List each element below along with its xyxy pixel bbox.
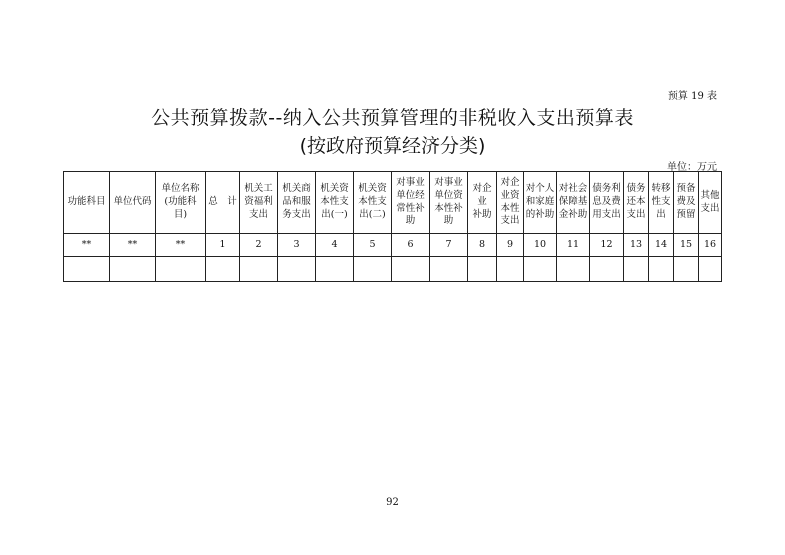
page-subtitle: (按政府预算经济分类) — [299, 135, 486, 157]
table-cell — [156, 257, 206, 282]
table-cell: 9 — [497, 234, 524, 257]
page-number: 92 — [386, 497, 399, 508]
column-header: 其他 支出 — [699, 172, 722, 234]
column-header: 机关商 品和服 务支出 — [278, 172, 316, 234]
page-title: 公共预算拨款--纳入公共预算管理的非税收入支出预算表 — [151, 107, 634, 129]
table-cell: 15 — [674, 234, 699, 257]
table-cell: 4 — [316, 234, 354, 257]
table-cell — [110, 257, 156, 282]
column-header: 功能科目 — [64, 172, 110, 234]
table-cell — [590, 257, 624, 282]
column-header: 单位名称 (功能科 目) — [156, 172, 206, 234]
table-cell — [64, 257, 110, 282]
table-cell — [557, 257, 590, 282]
table-cell — [468, 257, 497, 282]
table-cell — [392, 257, 430, 282]
column-header: 机关资 本性支 出(二) — [354, 172, 392, 234]
unit-label: 单位：万元 — [667, 162, 717, 173]
table-cell — [316, 257, 354, 282]
table-cell — [624, 257, 649, 282]
table-cell: ** — [156, 234, 206, 257]
table-row — [64, 257, 722, 282]
table-cell — [699, 257, 722, 282]
table-cell: ** — [64, 234, 110, 257]
column-header: 对事业 单位资 本性补 助 — [430, 172, 468, 234]
table-cell — [674, 257, 699, 282]
table-cell: 5 — [354, 234, 392, 257]
column-header: 转移 性支 出 — [649, 172, 674, 234]
table-cell: 1 — [206, 234, 240, 257]
budget-table — [63, 171, 722, 282]
table-cell: 6 — [392, 234, 430, 257]
table-cell — [649, 257, 674, 282]
table-cell: ** — [110, 234, 156, 257]
column-header: 对个人 和家庭 的补助 — [524, 172, 557, 234]
table-cell: 10 — [524, 234, 557, 257]
column-header: 对事业 单位经 常性补 助 — [392, 172, 430, 234]
column-header: 对企业 补助 — [468, 172, 497, 234]
column-header: 单位代码 — [110, 172, 156, 234]
table-cell: 14 — [649, 234, 674, 257]
column-header: 机关工 资福利 支出 — [240, 172, 278, 234]
table-cell — [240, 257, 278, 282]
column-header: 机关资 本性支 出(一) — [316, 172, 354, 234]
table-cell — [278, 257, 316, 282]
column-header: 总 计 — [206, 172, 240, 234]
table-cell: 12 — [590, 234, 624, 257]
column-header: 预备 费及 预留 — [674, 172, 699, 234]
table-cell — [524, 257, 557, 282]
column-header: 对社会 保障基 金补助 — [557, 172, 590, 234]
table-cell — [354, 257, 392, 282]
table-cell: 16 — [699, 234, 722, 257]
table-cell — [430, 257, 468, 282]
table-cell: 7 — [430, 234, 468, 257]
table-cell: 13 — [624, 234, 649, 257]
table-cell: 8 — [468, 234, 497, 257]
column-header: 债务利 息及费 用支出 — [590, 172, 624, 234]
table-cell: 2 — [240, 234, 278, 257]
table-cell — [497, 257, 524, 282]
table-cell: 3 — [278, 234, 316, 257]
column-header: 对企 业资 本性 支出 — [497, 172, 524, 234]
table-cell — [206, 257, 240, 282]
table-number-tag: 预算 19 表 — [667, 91, 717, 102]
table-header-row — [64, 172, 722, 234]
table-row — [64, 234, 722, 257]
column-header: 债务 还本 支出 — [624, 172, 649, 234]
table-cell: 11 — [557, 234, 590, 257]
